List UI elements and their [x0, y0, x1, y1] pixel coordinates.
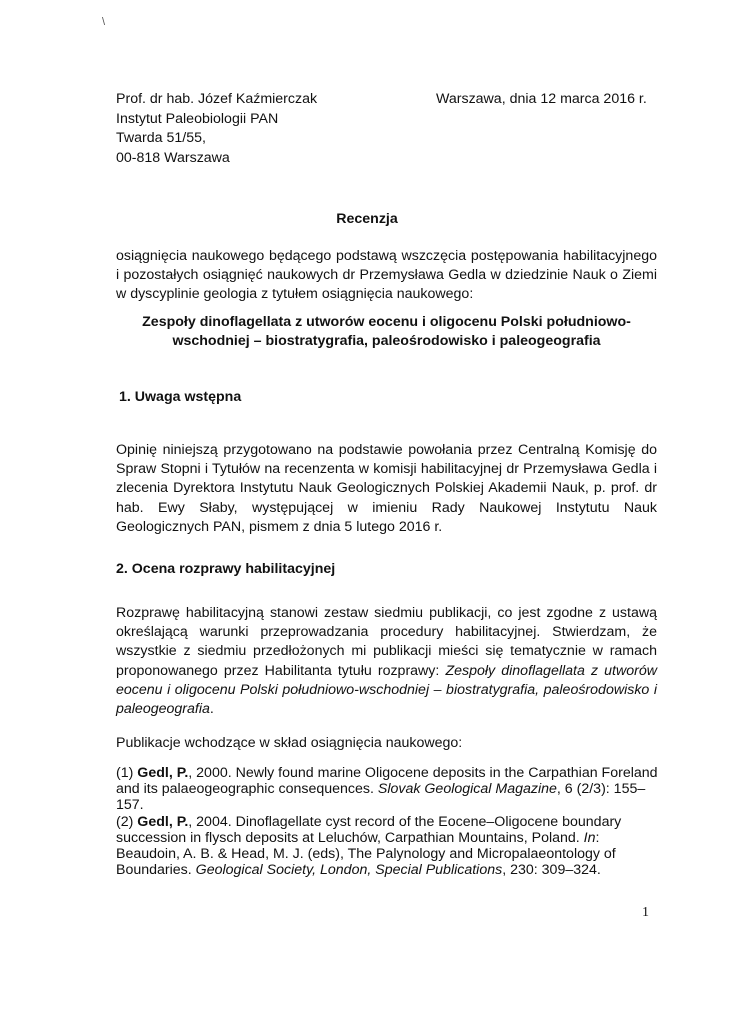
publication-text: , 2000. Newly found marine Oligocene deposits in the Carpathian Foreland and its palaeogeographic consequences.	[116, 765, 658, 798]
work-title-line-1: Zespoły dinoflagellata z utworów eocenu i oligocenu Polski południowo-	[142, 314, 631, 330]
section-2-text-start: Rozprawę habilitacyjną stanowi zestaw siedmiu publikacji, co jest zgodne z ustawą określającą warunki przeprowadzania procedury habilitacyjnej. Stwierdzam, że wszystkie z siedmiu przedłożonych mi publikacji mieści się tematycznie w ramach proponowanego przez Habilitanta tytułu rozprawy:	[116, 605, 657, 679]
sender-institute: Instytut Paleobiologii PAN	[116, 110, 279, 127]
sender-city: 00-818 Warszawa	[116, 149, 230, 166]
section-2-text-italic: Zespoły dinoflagellata z utworów eocenu i oligocenu Polski południowo-wschodniej – biostratygrafia, paleośrodowisko i paleogeografia	[116, 662, 657, 718]
section-2-paragraph	[116, 604, 657, 719]
publication-author: Gedl, P.	[137, 813, 189, 830]
section-2-text-end: .	[209, 701, 214, 718]
page-number: 1	[642, 905, 649, 920]
sender-address	[116, 91, 317, 169]
section-2-heading: 2. Ocena rozprawy habilitacyjnej	[116, 561, 336, 577]
intro-paragraph: osiągnięcia naukowego będącego podstawą wszczęcia postępowania habilitacyjnego i pozostałych osiągnięć naukowych dr Przemysława Gedla w dziedzinie Nauk o Ziemi w dyscyplinie geologia z tytułem osiągnięcia naukowego:	[116, 248, 657, 302]
publication-list	[116, 765, 661, 878]
letter-date: Warszawa, dnia 12 marca 2016 r.	[436, 91, 647, 107]
publication-number: (1)	[116, 765, 138, 781]
publication-author: Gedl, P.	[137, 765, 189, 781]
sender-street: Twarda 51/55,	[116, 130, 206, 146]
publication-journal: Geological Society, London, Special Publications	[195, 862, 503, 879]
work-title	[116, 313, 657, 351]
publication-journal: Slovak Geological Magazine	[377, 781, 557, 798]
sender-name: Prof. dr hab. Józef Kaźmierczak	[116, 91, 318, 107]
publication-item	[116, 765, 661, 814]
publication-item	[116, 814, 661, 879]
publication-in: In	[583, 829, 596, 846]
section-1-paragraph: Opinię niniejszą przygotowano na podstawie powołania przez Centralną Komisję do Spraw Stopni i Tytułów na recenzenta w komisji habilitacyjnej dr Przemysława Gedla i zlecenia Dyrektora Instytutu Nauk Geologicznych Polskiej Akademii Nauk, p. prof. dr hab. Ewy Słaby, występującej w imieniu Rady Naukowej Instytutu Nauk Geologicznych PAN, pismem z dnia 5 lutego 2016 r.	[116, 442, 657, 535]
publication-rest: , 230: 309–324.	[502, 862, 601, 879]
publication-text: , 2004. Dinoflagellate cyst record of the Eocene–Oligocene boundary succession in flysch deposits at Leluchów, Carpathian Mountains, Poland.	[116, 813, 622, 846]
publications-intro: Publikacje wchodzące w skład osiągnięcia naukowego:	[116, 735, 463, 751]
publication-number: (2)	[116, 813, 138, 830]
document-title: Recenzja	[336, 211, 398, 227]
margin-mark: \	[102, 16, 106, 28]
publication-text-2: : Beaudoin, A. B. & Head, M. J. (eds), The Palynology and Micropalaeontology of Boundaries.	[116, 829, 616, 879]
publication-rest: , 6 (2/3): 155–157.	[116, 781, 646, 814]
section-1-heading: 1. Uwaga wstępna	[119, 389, 242, 405]
work-title-line-2: wschodniej – biostratygrafia, paleośrodowisko i paleogeografia	[172, 333, 601, 349]
